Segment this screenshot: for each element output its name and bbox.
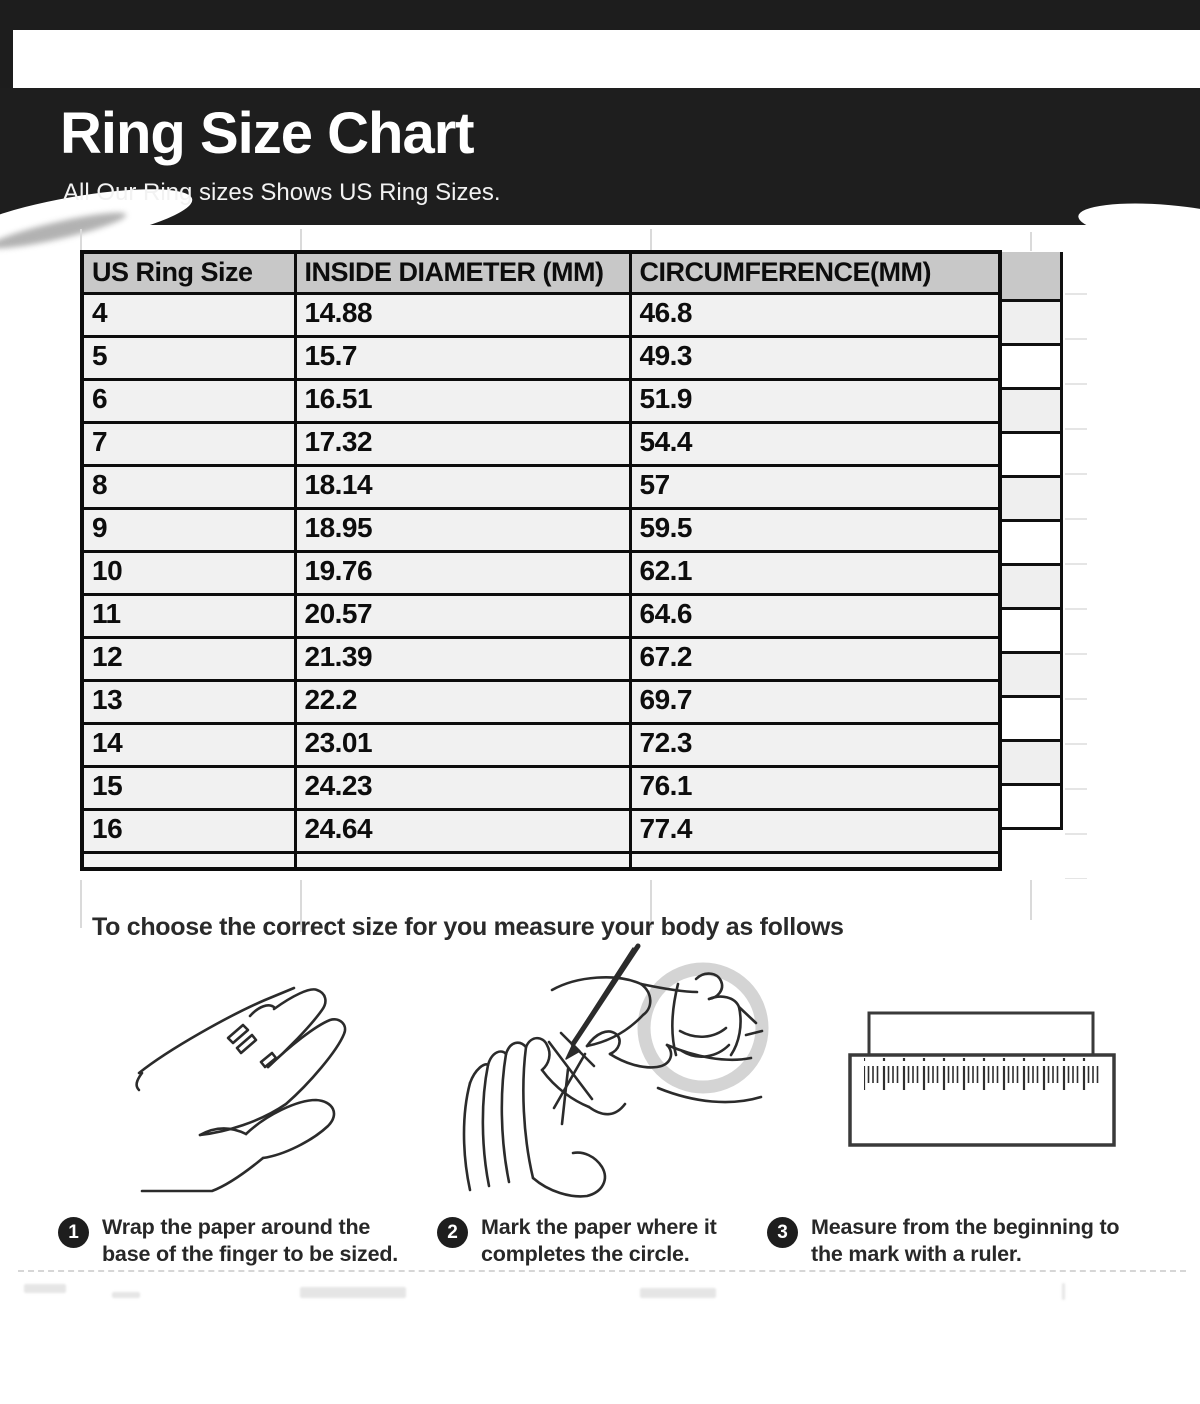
table-cell: 17.32 (295, 423, 630, 466)
header-cell-us-ring-size: US Ring Size (82, 252, 295, 294)
ring-size-table (80, 250, 1002, 871)
table-cell: 6 (82, 380, 295, 423)
table-row (82, 595, 1000, 638)
table-cell: 8 (82, 466, 295, 509)
table-cell: 46.8 (630, 294, 1000, 337)
table-row (82, 767, 1000, 810)
table-cell: 10 (82, 552, 295, 595)
print-smudge (300, 1287, 406, 1298)
step-3-text: Measure from the beginning to the mark with a ruler. (811, 1215, 1120, 1266)
step-1-text: Wrap the paper around the base of the finger to be sized. (102, 1215, 399, 1266)
faint-row-stubs (1065, 293, 1087, 879)
step-2-number-badge: 2 (437, 1217, 468, 1248)
table-cell: 72.3 (630, 724, 1000, 767)
step-2-text: Mark the paper where it completes the circle. (481, 1215, 717, 1266)
table-cell: 62.1 (630, 552, 1000, 595)
page-subtitle: All Our Ring sizes Shows US Ring Sizes. (63, 179, 501, 206)
table-cell: 9 (82, 509, 295, 552)
ruler-measure-icon (842, 1002, 1124, 1152)
table-row (82, 810, 1000, 853)
table-cell: 18.14 (295, 466, 630, 509)
hand-paper-wrap-icon (134, 982, 358, 1198)
background-ledger-column (998, 252, 1063, 830)
table-row (82, 638, 1000, 681)
table-cell: 57 (630, 466, 1000, 509)
faint-dashed-divider (18, 1270, 1186, 1272)
table-cell: 11 (82, 595, 295, 638)
measuring-note: To choose the correct size for you measure your body as follows (92, 913, 844, 941)
step-3 (767, 1214, 1119, 1268)
top-black-bar (0, 0, 1200, 30)
print-smudge (1062, 1283, 1065, 1300)
table-cell: 24.64 (295, 810, 630, 853)
table-row (82, 509, 1000, 552)
table-cell: 12 (82, 638, 295, 681)
faint-gridline (650, 229, 652, 251)
header-cell-inside-diameter: INSIDE DIAMETER (MM) (295, 252, 630, 294)
table-cell: 77.4 (630, 810, 1000, 853)
table-cell: 51.9 (630, 380, 1000, 423)
faint-gridline (1030, 880, 1032, 920)
table-row (82, 552, 1000, 595)
print-smudge (112, 1292, 140, 1298)
table-cell: 5 (82, 337, 295, 380)
table-row (82, 380, 1000, 423)
table-cell: 59.5 (630, 509, 1000, 552)
table-cell: 7 (82, 423, 295, 466)
faint-gridline (300, 229, 302, 251)
table-cell: 14.88 (295, 294, 630, 337)
step-1 (58, 1214, 398, 1268)
table-cell: 54.4 (630, 423, 1000, 466)
pen-mark-paper-icon (445, 938, 790, 1206)
table-cell: 13 (82, 681, 295, 724)
header-cell-circumference: CIRCUMFERENCE(MM) (630, 252, 1000, 294)
page-title: Ring Size Chart (60, 101, 474, 166)
table-cell: 20.57 (295, 595, 630, 638)
ruler-ticks (864, 1058, 1102, 1090)
table-row (82, 466, 1000, 509)
table-cell: 19.76 (295, 552, 630, 595)
paper-strip (869, 1013, 1093, 1055)
table-row (82, 423, 1000, 466)
faint-gridline (1030, 232, 1032, 251)
table-cell: 69.7 (630, 681, 1000, 724)
table-cell: 76.1 (630, 767, 1000, 810)
table-cell: 15 (82, 767, 295, 810)
table-cell: 64.6 (630, 595, 1000, 638)
table-row (82, 294, 1000, 337)
table-cell: 14 (82, 724, 295, 767)
print-smudge (24, 1284, 66, 1293)
table-cell: 67.2 (630, 638, 1000, 681)
table-row (82, 681, 1000, 724)
faint-gridline (80, 880, 82, 928)
table-cell: 16 (82, 810, 295, 853)
table-row (82, 337, 1000, 380)
table-cell: 15.7 (295, 337, 630, 380)
step-3-number-badge: 3 (767, 1217, 798, 1248)
table-row (82, 724, 1000, 767)
print-smudge (640, 1288, 716, 1298)
table-header-row (82, 252, 1000, 294)
table-cell: 16.51 (295, 380, 630, 423)
table-cell: 18.95 (295, 509, 630, 552)
step-2 (437, 1214, 717, 1268)
step-1-number-badge: 1 (58, 1217, 89, 1248)
table-cell: 4 (82, 294, 295, 337)
table-cell: 22.2 (295, 681, 630, 724)
table-cell: 21.39 (295, 638, 630, 681)
table-cell: 23.01 (295, 724, 630, 767)
table-cell: 49.3 (630, 337, 1000, 380)
table-cell: 24.23 (295, 767, 630, 810)
white-gap-strip (13, 30, 1200, 88)
empty-row (82, 853, 1000, 870)
faint-gridline (80, 229, 82, 251)
